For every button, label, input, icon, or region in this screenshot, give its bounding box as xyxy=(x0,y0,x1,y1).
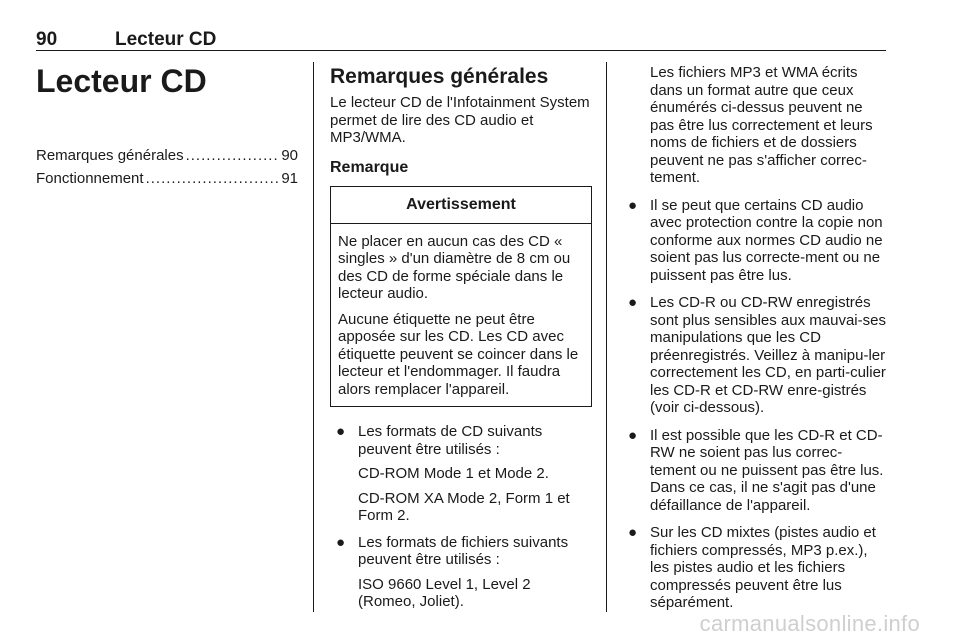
notes-list xyxy=(622,197,888,612)
toc-page: 90 xyxy=(281,147,298,164)
toc-label: Remarques générales xyxy=(36,147,184,164)
bullet-icon: ● xyxy=(628,426,638,444)
list-item xyxy=(622,197,888,285)
chapter-title: Lecteur CD xyxy=(36,63,207,99)
warning-title: Avertissement xyxy=(331,187,591,224)
table-of-contents xyxy=(36,144,298,190)
toc-leader-dots xyxy=(146,167,280,190)
list-item xyxy=(622,427,888,515)
watermark: carmanualsonline.info xyxy=(699,611,920,636)
list-item xyxy=(330,534,592,611)
page-number: 90 xyxy=(36,29,58,50)
list-item-text: Il se peut que certains CD audio avec protection contre la copie non conforme aux normes CD audio ne soient pas lus correcte-ment ou ne puissent pas être lus. xyxy=(650,196,883,284)
bullet-icon: ● xyxy=(336,423,346,440)
toc-label: Fonctionnement xyxy=(36,170,144,187)
toc-entry-remarques[interactable] xyxy=(36,144,298,167)
toc-page: 91 xyxy=(281,170,298,187)
column-notes-continued xyxy=(622,64,888,622)
toc-entry-fonctionnement[interactable] xyxy=(36,167,298,190)
list-item-text: Les formats de fichiers suivants peuvent être utilisés : xyxy=(358,533,569,568)
column-general-notes xyxy=(330,64,592,620)
column-divider xyxy=(313,62,314,612)
list-item xyxy=(622,294,888,417)
list-item xyxy=(330,423,592,525)
bullet-icon: ● xyxy=(336,533,346,551)
warning-paragraph: Ne placer en aucun cas des CD « singles » d'un diamètre de 8 cm ou des CD de forme spéciale dans le lecteur audio. xyxy=(338,232,571,302)
list-item-text: Il est possible que les CD-R et CD-RW ne soient pas lus correc-tement ou ne puissent pas être lus. Dans ce cas, il ne s'agit pas d'une défaillance de l'appareil. xyxy=(650,426,884,514)
continuation-paragraph: Les fichiers MP3 et WMA écrits dans un format autre que ceux énumérés ci-dessus peuvent ne pas être lus correctement et leurs noms de fichiers et de dossiers peuvent ne pas s'afficher correc-tement. xyxy=(650,64,873,186)
list-item-text: Sur les CD mixtes (pistes audio et fichiers compressés, MP3 p.ex.), les pistes audio et les fichiers compressés peuvent être lus séparément. xyxy=(650,524,876,611)
warning-body xyxy=(331,224,591,407)
toc-leader-dots xyxy=(186,144,280,167)
list-item xyxy=(622,524,888,612)
warning-box xyxy=(330,186,592,407)
list-item-text: Les CD-R ou CD-RW enregistrés sont plus sensibles aux mauvai-ses manipulations que les CD préenregistrés. Veillez à manipu-ler correctement les CD, en parti-culier les CD-R et CD-RW enre-gistrés (voir ci-dessous). xyxy=(650,294,886,416)
section-title: Remarques générales xyxy=(330,65,549,88)
bullet-icon: ● xyxy=(628,524,638,541)
intro-paragraph: Le lecteur CD de l'Infotainment System permet de lire des CD audio et MP3/WMA. xyxy=(330,94,590,146)
bullet-icon: ● xyxy=(628,196,638,214)
column-divider xyxy=(606,62,607,612)
list-item-text: Les formats de CD suivants peuvent être utilisés : xyxy=(358,423,543,458)
list-item-sub: CD-ROM XA Mode 2, Form 1 et Form 2. xyxy=(358,489,570,524)
column-toc xyxy=(36,62,298,190)
bullet-icon: ● xyxy=(628,294,638,311)
page-header xyxy=(36,29,886,51)
format-list xyxy=(330,423,592,611)
remark-heading: Remarque xyxy=(330,158,409,176)
list-item-sub: ISO 9660 Level 1, Level 2 (Romeo, Joliet). xyxy=(358,575,531,610)
list-item-sub: CD-ROM Mode 1 et Mode 2. xyxy=(358,465,549,482)
running-title: Lecteur CD xyxy=(115,29,217,50)
header-rule xyxy=(36,50,886,51)
warning-paragraph: Aucune étiquette ne peut être apposée sur les CD. Les CD avec étiquette peuvent se coincer dans le lecteur et l'endommager. Il faudra alors remplacer l'appareil. xyxy=(338,310,579,398)
